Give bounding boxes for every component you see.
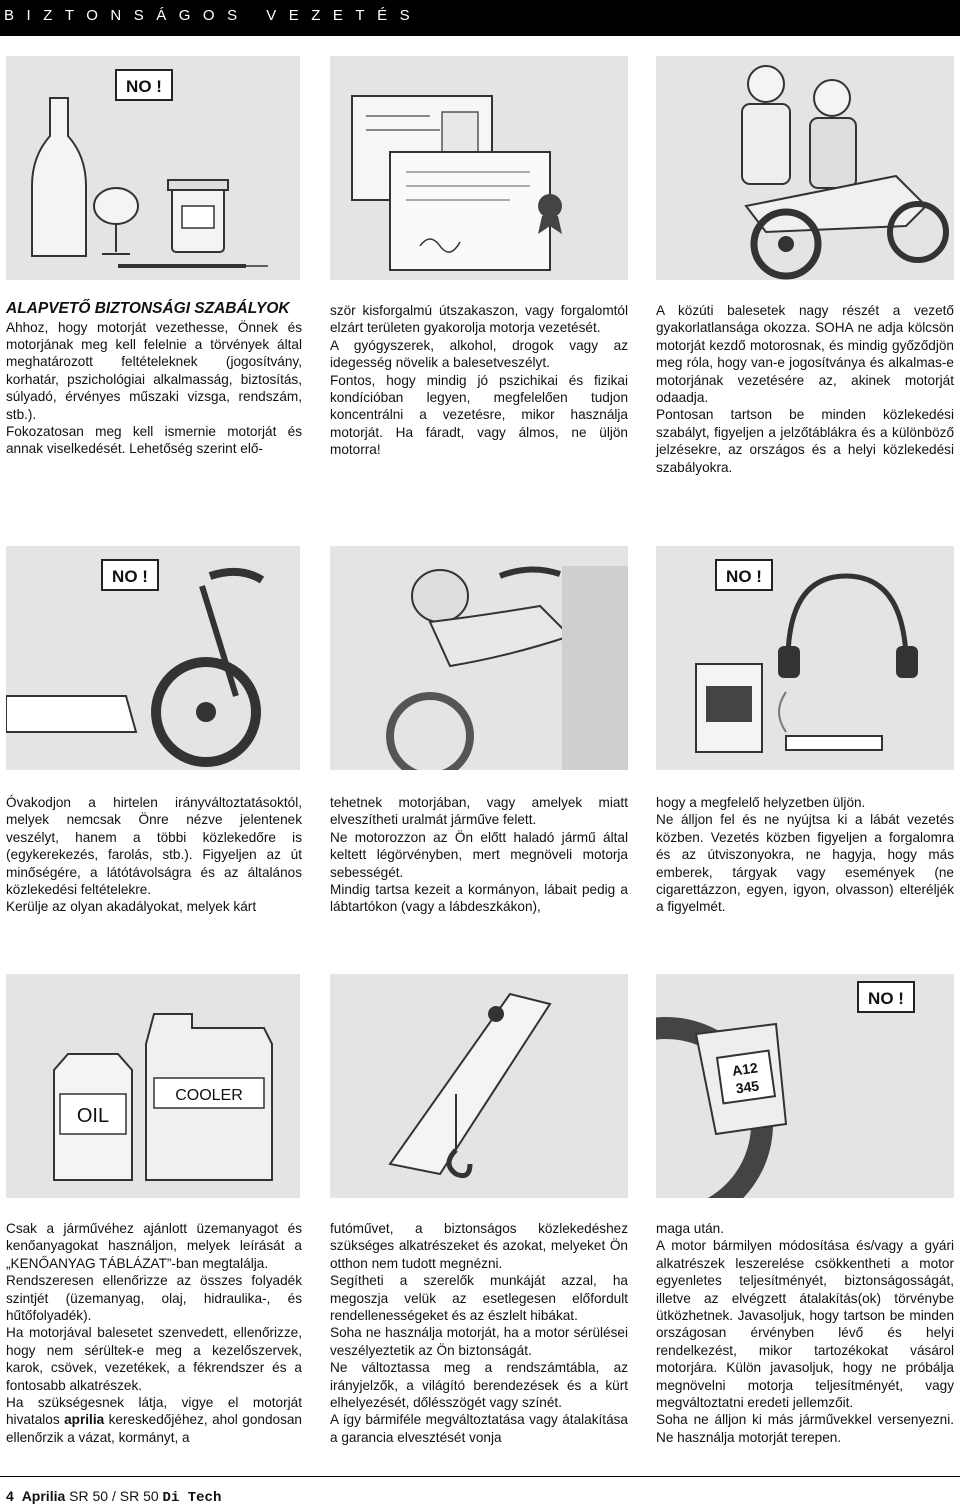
paragraph: Ne változtassa meg a rendszámtábla, az irányjelzők, a világító berendezések és a kürt elhelyezését, dőlésszögét vagy színét. xyxy=(330,1360,628,1411)
person-icon-2 xyxy=(814,80,850,116)
footer-variant: Di Tech xyxy=(162,1490,222,1506)
plate-line-1: A12 xyxy=(731,1059,759,1079)
section2-col2 xyxy=(330,794,628,916)
paragraph: Fokozatosan meg kell ismernie motorját és annak viselkedését. Lehetőség szerint elő- xyxy=(6,423,302,457)
section1-col2 xyxy=(330,302,628,459)
no-sign-text: NO ! xyxy=(126,77,162,96)
illustration-wheelie-obstacle xyxy=(6,546,300,770)
illustration-rider xyxy=(330,546,628,770)
section1-col3 xyxy=(656,302,954,476)
illustration-fluids xyxy=(6,974,300,1198)
footer-models: SR 50 / SR 50 xyxy=(69,1488,159,1504)
paragraph-text: Ha szükségesnek látja, vigye el motorját hivatalos xyxy=(6,1395,302,1428)
paragraph: tehetnek motorjában, vagy amelyek miatt elveszítheti uralmát járműve felett. xyxy=(330,795,628,828)
glass-icon xyxy=(94,188,138,224)
paragraph: Ha motorjával balesetet szenvedett, ellenőrizze, hogy nem sérültek-e meg a kezelőszervek, karok, csövek, vezetékek, a fékrendszer és a fontosabb alkatrészek. xyxy=(6,1325,302,1393)
page-number: 4 xyxy=(6,1488,14,1504)
brand-name: aprilia xyxy=(64,1412,105,1428)
footer-divider xyxy=(0,1476,960,1477)
illustration-tow-truck xyxy=(330,974,628,1198)
paragraph: Mindig tartsa kezeit a kormányon, lábait pedig a lábtartókon (vagy a lábdeszkákon), xyxy=(330,882,628,915)
no-sign-text: NO ! xyxy=(868,989,904,1008)
header-title: BIZTONSÁGOS VEZETÉS xyxy=(4,7,423,24)
paragraph: Ahhoz, hogy motorját vezethesse, Önnek és motorjának meg kell felelnie a törvények által meghatározott feltételeknek (jogosítvány, korhatár, pszichológiai alkalmasság, biztosítás, súlyadó, érvényes műszaki vizsga, rendszám, stb.). xyxy=(6,319,302,422)
license-plate-icon xyxy=(717,1051,775,1104)
footer-brand: Aprilia xyxy=(21,1488,66,1504)
paragraph: A így bármiféle megváltoztatása vagy átalakítása a garancia elvesztését vonja xyxy=(330,1412,628,1445)
paragraph: maga után. xyxy=(656,1221,725,1236)
plate-line-2: 345 xyxy=(734,1077,761,1097)
header-bar xyxy=(0,0,960,36)
document-icon xyxy=(390,152,550,270)
paragraph: futóművet, a biztonságos közlekedéshez szükséges alkatrészeket és azokat, melyeket Ön otthon nem tudott megnézni. xyxy=(330,1221,628,1271)
paragraph: A motor bármilyen módosítása és/vagy a gyári alkatrészek leszerelése csökkentheti a motor egyenletes teljesítményét, biztonságosságát, illetve az elvégzett átalakítás(ok) törvénybe ütközhetnek. Javasoljuk, hogy tartson be minden országosan érvényben lévő és helyi rendelkezést, mikor tartozékokat vásárol motorjára. Külön javasoljuk, hogy ne próbálja megnövelni motorja teljesítményét, vagy megváltoztatni eredeti jellemzőit. xyxy=(656,1238,954,1411)
paragraph: Ne motorozzon az Ön előtt haladó jármű által keltett légörvényben, mert megnöveli motorja sebességét. xyxy=(330,829,628,880)
paragraph: Soha ne álljon ki más járművekkel versenyezni. Ne használja motorját terepen. xyxy=(656,1412,954,1445)
paragraph: Fontos, hogy mindig jó pszichikai és fizikai kondícióban legyen, megfelelően tudjon koncentrálni a vezetésre, mikor használja motorját. Ha fáradt, vagy álmos, ne üljön motorra! xyxy=(330,372,628,458)
paragraph: A közúti balesetek nagy részét a vezető gyakorlatlansága okozza. SOHA ne adja kölcsön motorját kezdő motorosnak, és mindig győződjön meg róla, hogy van-e jogosítványa és alkalmas-e motorjának vezetésére az, akinek motorját odaadja. xyxy=(656,303,954,406)
paragraph: hogy a megfelelő helyzetben üljön. xyxy=(656,795,866,810)
paragraph: Soha ne használja motorját, ha a motor sérülései veszélyeztetik az Ön biztonságát. xyxy=(330,1325,628,1358)
paragraph: Pontosan tartson be minden közlekedési szabályt, figyeljen a jelzőtáblákra és a különböző jelzésekre, az országos és a helyi közlekedési szabályokra. xyxy=(656,407,954,475)
paragraph: Ne álljon fel és ne nyújtsa ki a lábát vezetés közben. Vezetés közben figyeljen a forgalomra és az útviszonyokra, ne hagyja, hogy más emberek, tárgyak vagy események (ne cigarettázzon, egyen, igyon, olvasson) elteréljék a figyelmét. xyxy=(656,812,954,915)
paragraph: A gyógyszerek, alkohol, drogok vagy az idegesség növelik a balesetveszélyt. xyxy=(330,337,628,371)
obstacle-icon xyxy=(6,696,136,732)
cigarette-icon xyxy=(786,736,882,750)
paragraph-text: kereskedőjéhez, ahol gondosan ellenőrzik a vázat, kormányt, a xyxy=(6,1412,302,1445)
oil-label: OIL xyxy=(76,1105,110,1127)
paragraph: Rendszeresen ellenőrizze az összes folyadék szintjét (üzemanyag, olaj, hidraulika-, és hűtőfolyadék). xyxy=(6,1273,302,1324)
illustration-lending-motorcycle xyxy=(656,56,954,280)
paragraph: Segítheti a szerelők munkáját azzal, ha megoszja velük az esetlegesen előfordult rendellenességeket és az észlelt hibákat. xyxy=(330,1273,628,1324)
illustration-license-plate xyxy=(656,974,954,1198)
helmet-icon xyxy=(412,570,468,622)
handlebar-icon xyxy=(210,572,262,580)
section-heading: ALAPVETŐ BIZTONSÁGI SZABÁLYOK xyxy=(6,300,290,317)
headphones-icon xyxy=(788,576,906,656)
section3-col3 xyxy=(656,1220,954,1446)
illustration-distractions xyxy=(656,546,954,770)
paragraph: Csak a járművéhez ajánlott üzemanyagot és kenőanyagokat használjon, melyek leírását a „KENŐANYAG TÁBLÁZAT”-ban megtalálja. xyxy=(6,1221,302,1271)
section3-col1 xyxy=(6,1220,302,1446)
paragraph: Kerülje az olyan akadályokat, melyek kárt xyxy=(6,899,257,915)
paragraph xyxy=(6,1394,302,1446)
section3-col2 xyxy=(330,1220,628,1446)
seal-icon xyxy=(538,194,562,218)
no-sign-text: NO ! xyxy=(726,567,762,586)
section2-col3 xyxy=(656,794,954,916)
section2-col1 xyxy=(6,794,302,916)
illustration-documents xyxy=(330,56,628,280)
illustration-medicine-alcohol xyxy=(6,56,300,280)
tow-crane-icon xyxy=(390,994,550,1174)
section1-col1 xyxy=(6,300,302,458)
hook-icon xyxy=(449,1150,470,1176)
no-sign-text: NO ! xyxy=(112,567,148,586)
page-footer xyxy=(6,1488,221,1506)
cooler-label: COOLER xyxy=(175,1087,243,1104)
bottle-icon xyxy=(32,98,86,256)
person-icon xyxy=(748,66,784,102)
paragraph: Óvakodjon a hirtelen irányváltoztatásoktól, melyek nemcsak Önre nézve jelentenek veszélyt, hanem a többi közlekedőre is (egykerekezés, farolás, stb.). Figyeljen az út minőségére, a látótávolságra és az általános közlekedési feltételekre. xyxy=(6,795,302,898)
paragraph: ször kisforgalmú útszakaszon, vagy forgalomtól elzárt területen gyakorolja motorja vezetését. xyxy=(330,303,628,336)
